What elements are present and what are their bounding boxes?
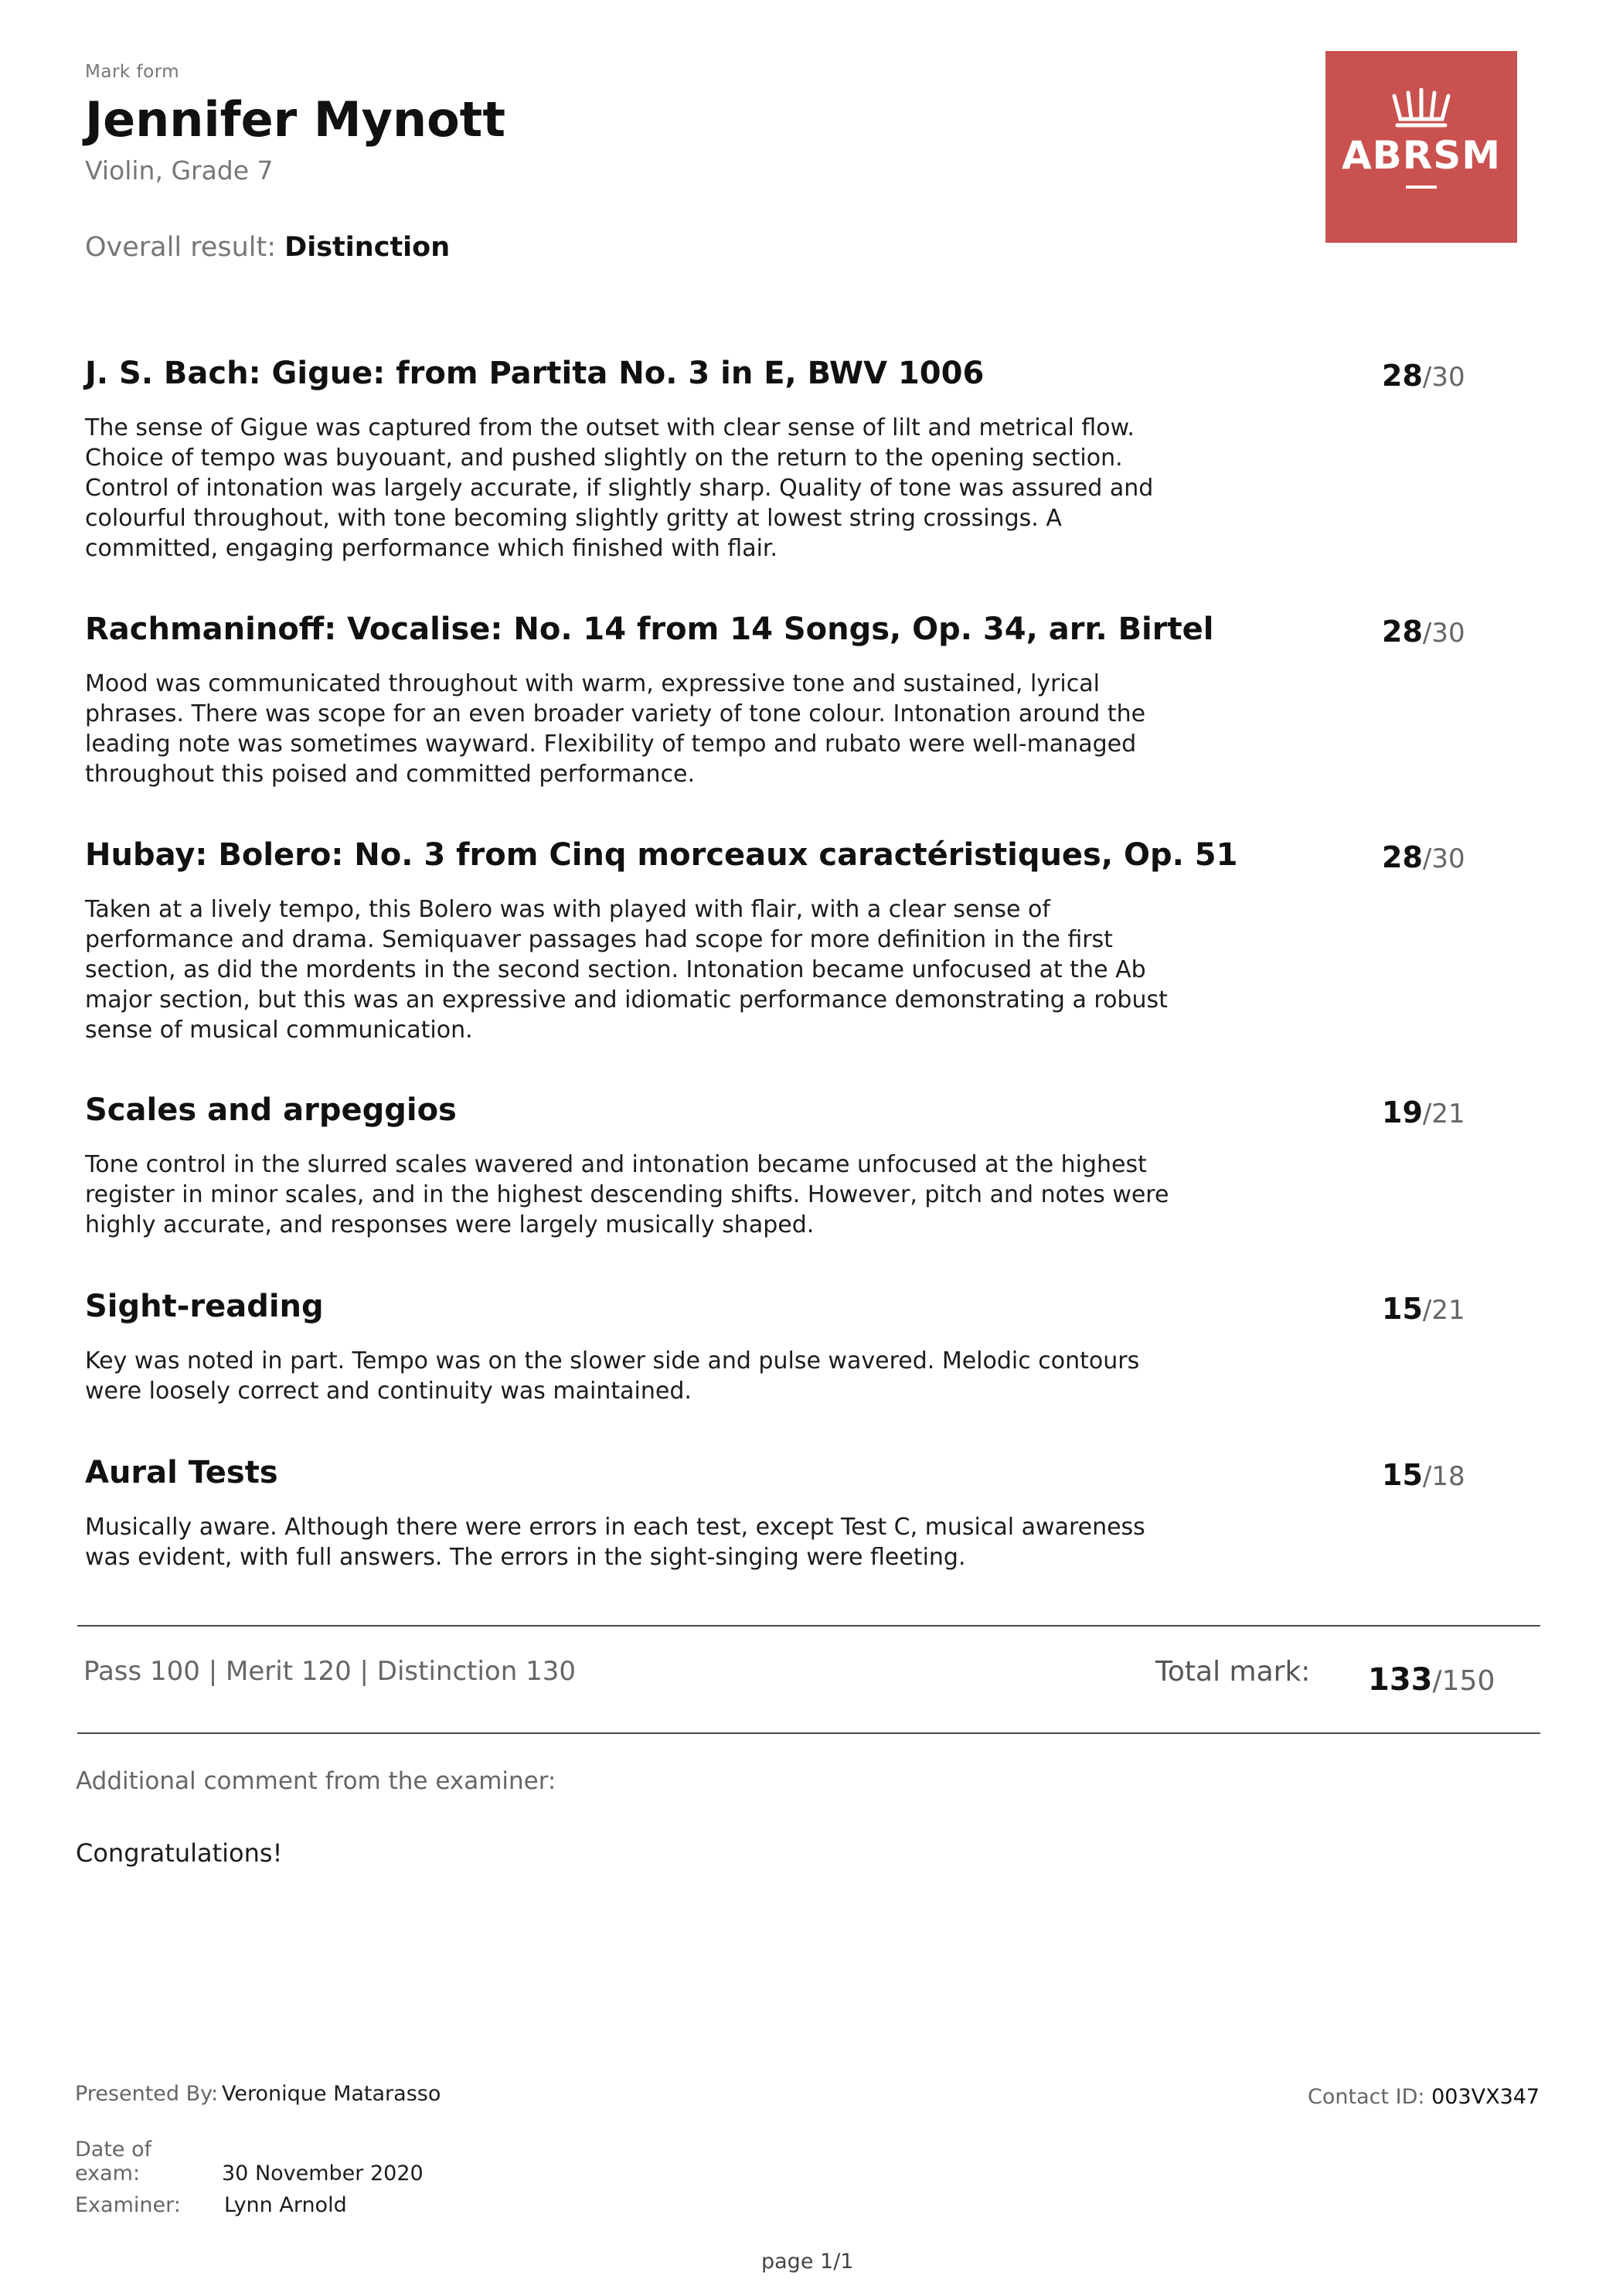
presented-by [75,2082,441,2106]
examiner [75,2193,347,2217]
section-comment: Key was noted in part. Tempo was on the slower side and pulse wavered. Melodic contours were loosely correct and continuity was maintained. [85,1347,1140,1405]
additional-comment-text: Congratulations! [76,1838,283,1868]
section-aural-tests [85,1455,1523,1572]
presented-by-label: Presented By: [75,2082,219,2106]
overall-result-label: Overall result: [85,232,277,263]
section-title: J. S. Bach: Gigue: from Partita No. 3 in E, BWV 1006 [85,356,985,391]
score-max: /18 [1422,1461,1465,1492]
exam-date [75,2138,424,2185]
section-title: Sight-reading [85,1289,324,1324]
section-score [1382,840,1465,874]
logo-dash [1406,186,1437,189]
section-comment: Mood was communicated throughout with warm, expressive tone and sustained, lyrical phrases. There was scope for an even broader variety of tone colour. Intonation around the leading note was sometimes wayward. Flexibility of tempo and rubato were well-managed throughout this poised and committed performance. [85,670,1146,788]
score-value: 15 [1382,1458,1423,1492]
header [85,62,1244,263]
abrsm-logo [1325,51,1517,243]
score-max: /21 [1422,1295,1465,1326]
section-bach [85,356,1523,564]
section-score [1382,1458,1465,1492]
exam-date-value: 30 November 2020 [222,2161,424,2185]
score-max: /30 [1422,843,1465,874]
contact-id [1308,2085,1540,2109]
score-max: /21 [1422,1099,1465,1129]
section-title: Scales and arpeggios [85,1092,457,1128]
section-score [1382,1095,1465,1129]
section-score [1382,615,1465,649]
score-max: /30 [1422,362,1465,393]
section-comment: The sense of Gigue was captured from the outset with clear sense of lilt and metrical flow. Choice of tempo was buyouant, and pushed slightly on the return to the opening section. Control of intonation was largely accurate, if slightly sharp. Quality of tone was assured and colourful throughout, with tone becoming slightly gritty at lowest string crossings. A committed, engaging performance which finished with flair. [85,414,1154,562]
section-title: Hubay: Bolero: No. 3 from Cinq morceaux caractéristiques, Op. 51 [85,837,1238,873]
page-number: page 1/1 [761,2250,854,2274]
total-mark [1368,1662,1495,1698]
examiner-label: Examiner: [75,2193,181,2217]
doc-type: Mark form [85,62,180,82]
examiner-value: Lynn Arnold [224,2193,347,2217]
contact-id-label: Contact ID: [1308,2085,1425,2109]
score-value: 19 [1382,1095,1423,1129]
section-hubay [85,837,1523,1045]
instrument-grade: Violin, Grade 7 [85,155,274,186]
crown-icon [1325,88,1517,131]
total-mark-max: /150 [1432,1665,1495,1697]
section-score [1382,359,1465,393]
exam-date-label: Date of exam: [75,2138,152,2185]
section-title: Rachmaninoff: Vocalise: No. 14 from 14 Songs, Op. 34, arr. Birtel [85,611,1214,647]
divider-bottom [77,1732,1540,1734]
section-score [1382,1292,1465,1326]
section-sight-reading [85,1289,1523,1406]
overall-result-value: Distinction [284,232,451,263]
presented-by-value: Veronique Matarasso [222,2082,441,2106]
section-comment: Taken at a lively tempo, this Bolero was with played with flair, with a clear sense of performance and drama. Semiquaver passages had scope for more definition in the first section, as did the mordents in the second section. Intonation became unfocused at the Ab major section, but this was an expressive and idiomatic performance demonstrating a robust sense of musical communication. [85,896,1168,1044]
divider-top [77,1625,1540,1627]
score-max: /30 [1422,618,1465,649]
score-value: 28 [1382,615,1423,649]
section-comment: Musically aware. Although there were errors in each test, except Test C, musical awareness was evident, with full answers. The errors in the sight-singing were fleeting. [85,1514,1145,1571]
total-mark-value: 133 [1368,1662,1433,1698]
section-comment: Tone control in the slurred scales wavered and intonation became unfocused at the highest register in minor scales, and in the highest descending shifts. However, pitch and notes were highly accurate, and responses were largely musically shaped. [85,1151,1169,1238]
grade-thresholds: Pass 100 | Merit 120 | Distinction 130 [83,1656,576,1687]
score-value: 28 [1382,359,1423,393]
candidate-name: Jennifer Mynott [85,91,505,148]
additional-comment-label: Additional comment from the examiner: [76,1767,556,1795]
total-mark-label: Total mark: [1155,1656,1311,1688]
score-value: 28 [1382,840,1423,874]
section-title: Aural Tests [85,1455,278,1490]
overall-result [85,232,1244,263]
section-rachmaninoff [85,611,1523,789]
abrsm-logo-text: ABRSM [1341,133,1502,178]
section-scales [85,1092,1523,1240]
contact-id-value: 003VX347 [1431,2085,1540,2109]
score-value: 15 [1382,1292,1423,1326]
